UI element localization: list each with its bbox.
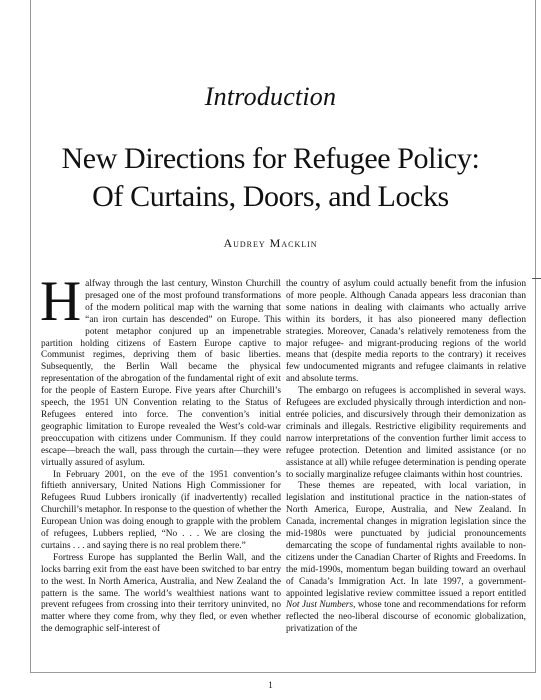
chapter-title-line-2: Of Curtains, Doors, and Locks bbox=[92, 180, 449, 213]
body-column-right bbox=[286, 279, 526, 636]
paragraph-5: The embargo on refugees is accomplished in several ways. Refugees are excluded physically through interdiction and non-entrée policies, and discursively through their demonization as criminals and illegals. Restrictive eligibility requirements and narrow interpretations of the convention further limit access to refugee protection. Detention and limited assistance (or no assistance at all) while refugee determination is pending operate to socially marginalize refugee claimants within host countries. bbox=[286, 386, 526, 480]
margin-rule bbox=[532, 278, 541, 279]
drop-cap: H bbox=[40, 270, 82, 333]
report-title: Not Just Numbers, bbox=[286, 600, 356, 611]
body-column-left bbox=[40, 270, 281, 636]
paragraph-3: Fortress Europe has supplanted the Berlin Wall, and the locks barring exit from the east have been switched to bar entry to the west. In North America, Australia, and New Zealand the pattern is the same. The world’s wealthiest nations want to prevent refugees from crossing into their territory uninvited, no matter where they come from, why they fled, or even whether the demographic self-interest of bbox=[41, 552, 281, 635]
paragraph-1-text: alfway through the last century, Winston Churchill presaged one of the most profound transformations of the modern political map with the warning that “an iron curtain has descended” on Europe. This potent metaphor conjured up an impenetrable partition holding citizens of Eastern Europe captive to Communist regimes, depriving them of basic liberties. Subsequently, the Berlin Wall became the physical representation of the abrogation of the fundamental right of exit for the people of Eastern Europe. Five years after Churchill’s speech, the 1951 UN Convention relating to the Status of Refugees entered into force. The convention’s initial geographic limitation to Europe revealed the West’s cold-war preoccupation with citizens under Communism. If they could escape—breach the wall, pass through the curtain—they were virtually assured of asylum. bbox=[41, 279, 281, 468]
chapter-title-line-1: New Directions for Refugee Policy: bbox=[61, 142, 480, 175]
paragraph-1 bbox=[40, 270, 281, 470]
paragraph-6-end: whose tone and recommendations for reform reflected the neo-liberal discourse of economic globalization, privatization of the bbox=[286, 600, 526, 635]
paragraph-4: the country of asylum could actually benefit from the infusion of more people. Although Canada appears less draconian than some nations in dealing with claimants who actually arrive within its borders, it has also pioneered many deflection strategies. Moreover, Canada’s relatively remoteness from the major refugee- and migrant-producing regions of the world means that (despite media reports to the contrary) it receives few undocumented migrants and refugee claimants in relative and absolute terms. bbox=[286, 279, 526, 385]
chapter-title bbox=[0, 140, 541, 216]
page-number: 1 bbox=[268, 680, 273, 690]
chapter-kicker: Introduction bbox=[204, 82, 337, 111]
chapter-author: Audrey Macklin bbox=[223, 236, 318, 250]
paragraph-2: In February 2001, on the eve of the 1951 convention’s fiftieth anniversary, United Nations High Commissioner for Refugees Ruud Lubbers ironically (if inadvertently) recalled Churchill’s metaphor. In response to the question of whether the European Union was doing enough to grapple with the problem of refugees, Lubbers replied, “No . . . We are closing the curtains . . . and saying there is no real problem there.” bbox=[41, 469, 281, 551]
paragraph-6-text: These themes are repeated, with local variation, in legislation and institutional practice in the nation-states of North America, Europe, Australia, and New Zealand. In Canada, incremental changes in migration legislation since the mid-1980s were punctuated by judicial pronouncements demarcating the scope of fundamental rights available to non-citizens under the Canadian Charter of Rights and Freedoms. In the mid-1990s, momentum began building toward an overhaul of Canada’s Immigration Act. In late 1997, a government-appointed legislative review committee issued a report entitled bbox=[286, 481, 526, 599]
paragraph-6 bbox=[286, 481, 526, 636]
